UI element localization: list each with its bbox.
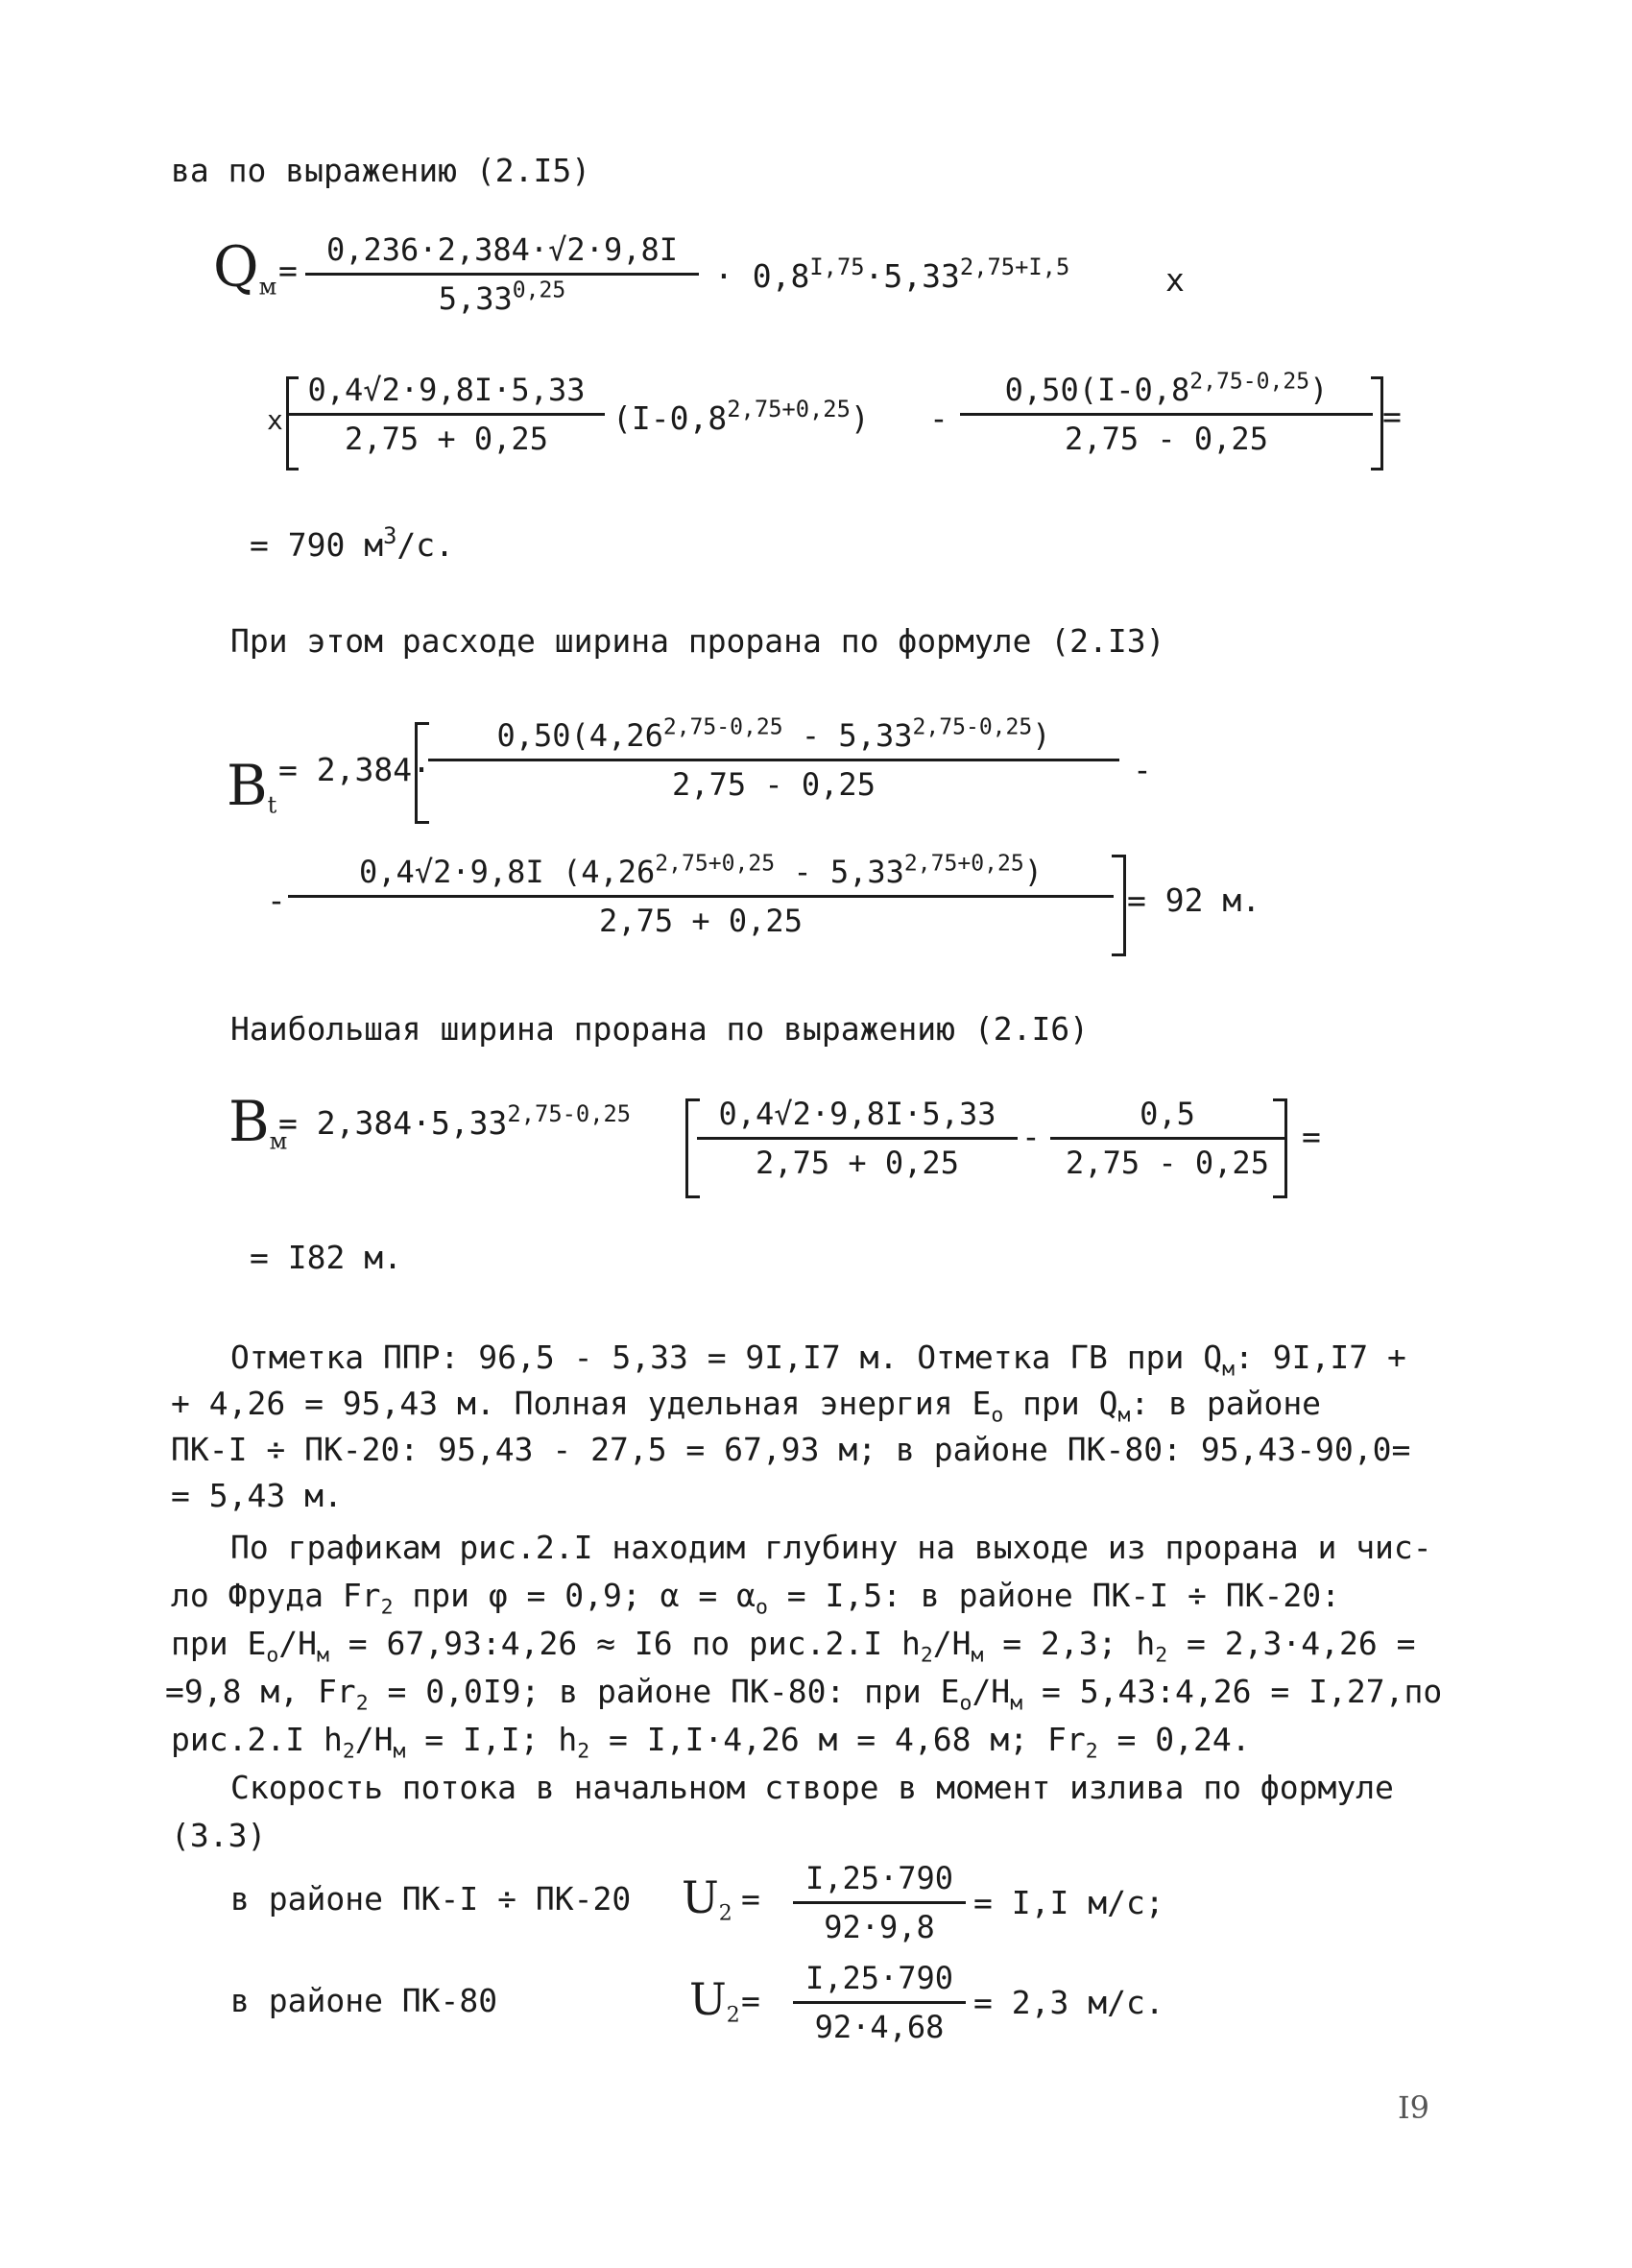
bm-right-bracket <box>1273 1098 1287 1198</box>
para-d-line1 <box>230 1339 1406 1382</box>
para-e-l3-sub4: м <box>971 1643 984 1668</box>
para-e-l4-b: = 0,0I9; в районе ПК-80: при E <box>368 1673 960 1710</box>
qm-eq: = <box>278 252 298 289</box>
bt-frac1-num-c: ) <box>1032 717 1051 754</box>
para-d-line3: ПК-I ÷ ПК-20: 95,43 - 27,5 = 67,93 м; в районе ПК-80: 95,43-90,0= <box>171 1431 1411 1468</box>
bt-right-bracket <box>1112 855 1126 956</box>
page-number: I9 <box>1398 2089 1429 2126</box>
para-e-line2 <box>171 1577 1340 1620</box>
qm-row2-frac2-den: 2,75 - 0,25 <box>1065 421 1268 457</box>
para-d-l1-text: Отметка ППР: 96,5 - 5,33 = 9I,I7 м. Отметка ГВ при Q <box>230 1339 1223 1376</box>
bm-eq-end: = <box>1302 1118 1321 1155</box>
bt-frac2-num-c: ) <box>1023 854 1043 890</box>
qm-mid-b-exp: 2,75+I,5 <box>959 253 1070 280</box>
para-e-l4-sub1: 2 <box>355 1691 369 1716</box>
qm-row2-paren-exp: 2,75+0,25 <box>727 395 851 422</box>
para-e-l2-fr: Fr <box>342 1577 381 1614</box>
para-e-line3 <box>171 1625 1416 1668</box>
u2-num: I,25·790 <box>793 1959 966 2004</box>
bm-frac1-den: 2,75 + 0,25 <box>756 1145 959 1181</box>
bm-letter: B <box>228 1089 270 1154</box>
bt-frac2-num-exp1: 2,75+0,25 <box>655 851 776 877</box>
para-e-l2-c: = I,5: в районе ПК-I ÷ ПК-20: <box>767 1577 1340 1614</box>
u2-fraction <box>793 1959 966 2046</box>
para-e-l3-e: = 2,3; h <box>983 1625 1156 1662</box>
para-e-l5-sub3: 2 <box>577 1739 590 1764</box>
para-d-l2-text: + 4,26 = 95,43 м. Полная удельная энергия E <box>171 1385 992 1422</box>
para-e-l3-d: /H <box>932 1625 972 1662</box>
u2-subscript: 2 <box>726 2003 740 2028</box>
bt-left-bracket <box>415 722 429 824</box>
para-d-line4: = 5,43 м. <box>171 1477 343 1514</box>
qm-letter: Q <box>213 234 259 300</box>
bm-frac2 <box>1050 1095 1284 1182</box>
bt-frac1-num-b: - 5,33 <box>782 717 913 754</box>
qm-row2-eq: = <box>1382 398 1402 435</box>
qm-frac-den-base: 5,33 <box>438 280 513 317</box>
qm-row2-frac2-num <box>960 371 1373 416</box>
bt-subscript: t <box>267 791 277 819</box>
bt-frac1-num-exp1: 2,75-0,25 <box>662 714 783 740</box>
para-e-l5-b: /H <box>354 1721 394 1758</box>
bt-frac2-den: 2,75 + 0,25 <box>599 903 803 939</box>
u2-label: в районе ПК-80 <box>230 1982 498 2019</box>
para-f-line1: Скорость потока в начальном створе в момент излива по формуле <box>230 1769 1394 1806</box>
qm-mid-factors <box>714 253 1070 296</box>
para-e-l3-sub1: о <box>266 1643 279 1668</box>
u1-fraction <box>793 1859 966 1946</box>
u1-letter: U <box>682 1871 719 1923</box>
para-e-l5-sub2: м <box>393 1739 406 1764</box>
para-d-l2-c: : в районе <box>1130 1385 1322 1422</box>
bt-frac2 <box>288 853 1114 940</box>
bm-frac1-num: 0,4√2·9,8I·5,33 <box>697 1095 1018 1140</box>
bt-frac2-num-exp2: 2,75+0,25 <box>903 851 1024 877</box>
para-e-l3-sub2: м <box>317 1643 329 1668</box>
bt-frac1-num <box>428 716 1119 761</box>
para-e-l3-sub5: 2 <box>1155 1643 1168 1668</box>
para-d-l2-b: при Q <box>1003 1385 1118 1422</box>
qm-fraction <box>305 230 699 318</box>
qm-frac-den-exp: 0,25 <box>512 277 566 303</box>
bm-frac1 <box>697 1095 1018 1182</box>
u1-eq: = <box>741 1880 760 1918</box>
qm-row2-frac1-num: 0,4√2·9,8I·5,33 <box>288 371 605 416</box>
qm-row2-x: x <box>267 404 283 436</box>
bt-frac1-den: 2,75 - 0,25 <box>672 766 876 803</box>
para-e-l5-sub4: 2 <box>1085 1739 1098 1764</box>
para-d-l1-sub: м <box>1222 1357 1236 1382</box>
qm-row2-frac1 <box>288 371 605 458</box>
bt-eq: = 2,384· <box>278 751 431 788</box>
bm-eq-exp: 2,75-0,25 <box>507 1099 632 1127</box>
bt-result: = 92 м. <box>1127 881 1261 919</box>
bt-lead-minus: - <box>267 881 286 919</box>
qm-row2-frac2-num-b: ) <box>1309 372 1329 408</box>
qm-result-b: /с. <box>396 526 454 564</box>
para-e-l5-c: = I,I; h <box>405 1721 578 1758</box>
para-e-l4-a: =9,8 м, Fr <box>165 1673 356 1710</box>
qm-row2-paren <box>612 395 870 438</box>
u2-symbol <box>689 1970 740 2028</box>
qm-mid-a-exp: I,75 <box>809 253 865 280</box>
bt-frac1-num-a: 0,50(4,26 <box>496 717 663 754</box>
para-c: Наибольшая ширина прорана по выражению (2.I6) <box>230 1010 1090 1048</box>
para-e-l3-sub3: 2 <box>920 1643 933 1668</box>
qm-mid-b: ·5,33 <box>864 257 960 295</box>
para-e-l4-sub3: м <box>1010 1691 1023 1716</box>
para-e-l4-sub2: о <box>959 1691 972 1716</box>
bt-frac2-num-a: 0,4√2·9,8I (4,26 <box>359 854 656 890</box>
qm-mid-a: · 0,8 <box>714 257 810 295</box>
qm-result <box>250 521 454 565</box>
bt-trail-minus: - <box>1133 751 1152 788</box>
qm-frac-num: 0,236·2,384·√2·9,8I <box>305 230 699 276</box>
qm-result-a: = 790 м <box>250 526 384 564</box>
para-e-l5-a: рис.2.I h <box>171 1721 343 1758</box>
qm-subscript: м <box>258 273 277 301</box>
qm-row2-frac1-den: 2,75 + 0,25 <box>345 421 548 457</box>
u1-symbol <box>682 1869 732 1926</box>
u1-den: 92·9,8 <box>824 1909 935 1945</box>
para-e-l2-sub: o <box>755 1595 768 1620</box>
bm-result: = I82 м. <box>250 1239 402 1276</box>
u1-result: = I,I м/с; <box>973 1884 1164 1921</box>
para-b: При этом расходе ширина прорана по формуле (2.I3) <box>230 622 1165 660</box>
qm-frac-den <box>305 276 699 318</box>
para-e-l3-f: = 2,3·4,26 = <box>1167 1625 1416 1662</box>
para-e-l5-e: = 0,24. <box>1097 1721 1251 1758</box>
u1-num: I,25·790 <box>793 1859 966 1904</box>
qm-row2-paren-b: ) <box>850 399 870 437</box>
para-d-line2 <box>171 1385 1322 1428</box>
bm-frac2-den: 2,75 - 0,25 <box>1066 1145 1269 1181</box>
para-e-l3-c: = 67,93:4,26 ≈ I6 по рис.2.I h <box>328 1625 921 1662</box>
qm-row2-paren-a: (I-0,8 <box>612 399 728 437</box>
para-e-l2-a: ло Фруда <box>171 1577 343 1614</box>
bt-frac1-num-exp2: 2,75-0,25 <box>912 714 1033 740</box>
para-e-l3-b: /H <box>278 1625 318 1662</box>
qm-row2-frac2-num-a: 0,50(I-0,8 <box>1004 372 1190 408</box>
para-e-l2-b: при φ = 0,9; α = α <box>393 1577 756 1614</box>
para-e-line1: По графикам рис.2.I находим глубину на выходе из прорана и чис- <box>230 1529 1432 1566</box>
bm-minus: - <box>1021 1118 1041 1155</box>
bt-frac2-num <box>288 853 1114 898</box>
para-e-l4-c: /H <box>972 1673 1011 1710</box>
para-d-l2-sub: о <box>991 1403 1004 1428</box>
para-e-l5-d: = I,I·4,26 м = 4,68 м; Fr <box>589 1721 1086 1758</box>
para-e-line5 <box>171 1721 1251 1764</box>
bm-subscript: м <box>269 1127 288 1155</box>
u2-eq: = <box>741 1982 760 2019</box>
bt-letter: B <box>227 753 268 818</box>
para-e-l4-d: = 5,43:4,26 = I,27,по <box>1022 1673 1443 1710</box>
bt-frac1 <box>428 716 1119 804</box>
para-e-l2-fr-sub: 2 <box>380 1595 394 1620</box>
u1-subscript: 2 <box>718 1901 732 1926</box>
intro-text: ва по выражению (2.I5) <box>171 152 591 189</box>
bt-symbol <box>227 753 277 819</box>
para-f-line2: (3.3) <box>171 1817 267 1854</box>
u1-label: в районе ПК-I ÷ ПК-20 <box>230 1880 632 1918</box>
bm-eq <box>278 1099 632 1143</box>
bm-frac2-num: 0,5 <box>1050 1095 1284 1140</box>
bt-frac2-num-b: - 5,33 <box>775 854 904 890</box>
u2-den: 92·4,68 <box>814 2009 945 2045</box>
qm-row2-frac2 <box>960 371 1373 458</box>
u2-letter: U <box>689 1973 727 2025</box>
para-d-l2-sub2: м <box>1117 1403 1131 1428</box>
para-e-line4 <box>165 1673 1443 1716</box>
qm-result-exp: 3 <box>383 521 397 549</box>
para-d-l1-b: : 9I,I7 + <box>1235 1339 1406 1376</box>
qm-mult: x <box>1165 261 1185 299</box>
u2-result: = 2,3 м/с. <box>973 1984 1164 2021</box>
qm-row2-frac2-num-exp: 2,75-0,25 <box>1189 369 1310 395</box>
para-e-l5-sub1: 2 <box>342 1739 355 1764</box>
qm-row2-minus: - <box>929 399 948 437</box>
qm-symbol <box>213 234 277 301</box>
para-e-l3-a: при E <box>171 1625 267 1662</box>
bm-eq-a: = 2,384·5,33 <box>278 1104 508 1142</box>
